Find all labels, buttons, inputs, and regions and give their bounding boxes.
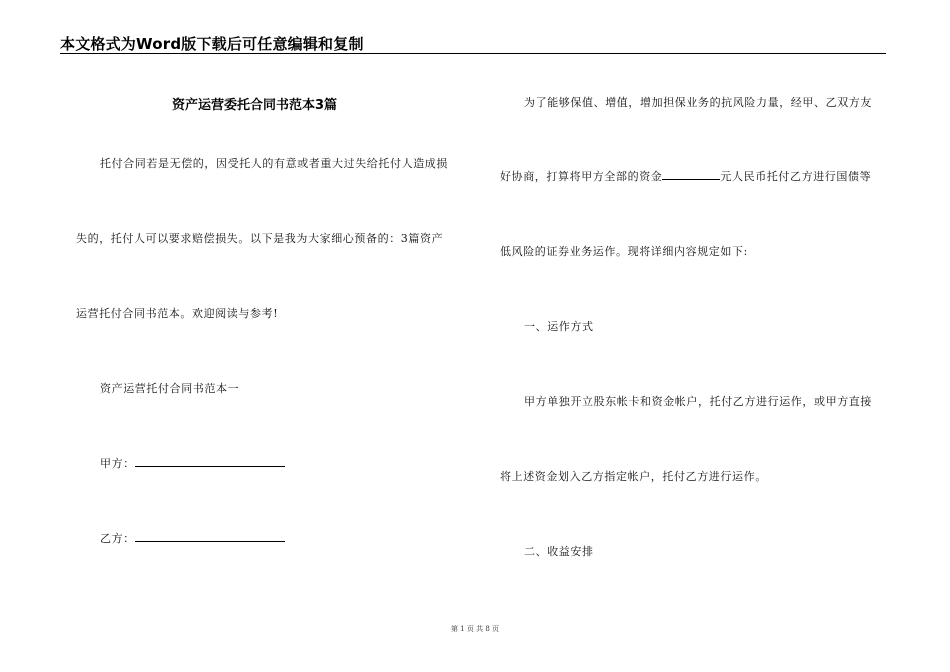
paragraph-line: 为了能够保值、增值，增加担保业务的抗风险力量，经甲、乙双方友	[524, 96, 872, 109]
paragraph-line: 运营托付合同书范本。欢迎阅读与参考!	[76, 307, 279, 320]
section-heading: 一、运作方式	[524, 320, 594, 333]
paragraph-line: 托付合同若是无偿的，因受托人的有意或者重大过失给托付人造成损	[100, 157, 448, 170]
paragraph-line: 将上述资金划入乙方指定帐户，托付乙方进行运作。	[500, 470, 767, 483]
party-a-label: 甲方：	[100, 457, 135, 470]
header-text: 本文格式为Word版下载后可任意编辑和复制	[60, 35, 364, 53]
paragraph-line: 甲方单独开立股东帐卡和资金帐户，托付乙方进行运作，或甲方直接	[524, 395, 872, 408]
paragraph-line	[500, 168, 871, 184]
party-a-line	[100, 455, 285, 471]
section-heading: 资产运营托付合同书范本一	[100, 382, 240, 395]
party-a-blank	[135, 455, 285, 467]
amount-prefix: 好协商，打算将甲方全部的资金	[500, 170, 663, 183]
section-heading: 二、收益安排	[524, 545, 594, 558]
paragraph-line: 失的，托付人可以要求赔偿损失。以下是我为大家细心预备的：3篇资产	[76, 232, 444, 245]
amount-suffix: 元人民币托付乙方进行国债等	[720, 170, 872, 183]
page-number: 第 1 页 共 8 页	[450, 625, 500, 633]
paragraph-line: 低风险的证券业务运作。现将详细内容规定如下:	[500, 245, 748, 258]
amount-blank	[662, 168, 720, 180]
party-b-label: 乙方：	[100, 532, 135, 545]
header-divider	[60, 53, 886, 54]
document-title: 资产运营委托合同书范本3篇	[172, 98, 338, 113]
party-b-blank	[135, 530, 285, 542]
party-b-line	[100, 530, 285, 546]
